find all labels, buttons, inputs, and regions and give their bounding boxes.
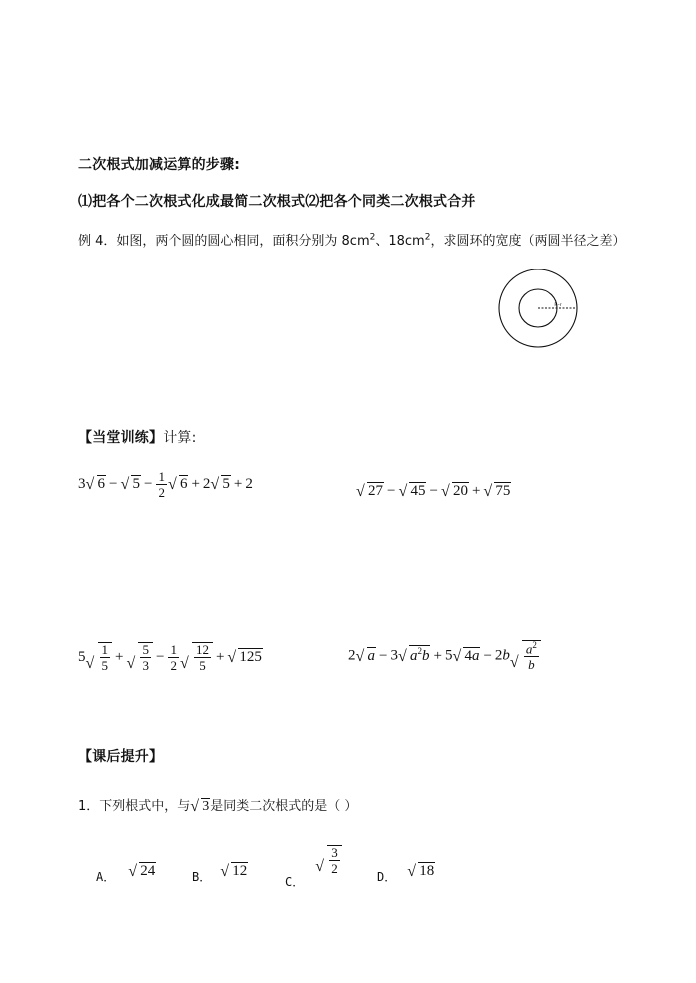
question-1 (78, 795, 357, 815)
q1-prefix: 1．下列根式中，与 (78, 799, 191, 814)
radical: √ 45 (399, 482, 426, 500)
expression-3: 5 √ $\frac{1}{5}$ + √ $\frac{5}{3}$ − $\frac{1}{2}$ √ $\frac{12}{5}$ +√ 125 (78, 642, 263, 672)
radical-fraction: √ $\frac{5}{3}$ (127, 642, 153, 672)
option-a-label: A． (96, 870, 116, 884)
expression-2: √ 27 −√ 45 −√ 20 +√ 75 (356, 482, 511, 500)
example-text-b: 、18cm (375, 234, 425, 249)
expression-4: 2√ a − 3√ $a^2b + 5√$ 4a − 2b √ $\frac{a^2}{b}$ (348, 640, 541, 671)
coef: 3 (78, 475, 86, 492)
exponent-1: 2 (369, 232, 376, 243)
option-a[interactable] (96, 863, 156, 886)
radical: √ 6 (87, 475, 107, 493)
option-b-label: B． (192, 870, 212, 884)
radical: √ 5 (211, 475, 231, 493)
figure-label: R–r (554, 303, 562, 308)
radical: √ 75 (484, 482, 511, 500)
example-text-c: ，求圆环的宽度（两圆半径之差） (430, 234, 626, 249)
radical: √ 5 (121, 475, 141, 493)
option-b[interactable] (192, 863, 248, 886)
exponent-2: 2 (424, 232, 431, 243)
example-text-a: 例 4．如图，两个圆的圆心相同，面积分别为 8cm (78, 234, 370, 249)
radical-fraction: √ $\frac{a^2}{b}$ (511, 640, 541, 671)
radical: √ $a^2b$ (399, 645, 431, 665)
radical: √ a (357, 647, 377, 665)
homework-heading: 【课后提升】 (78, 749, 164, 765)
radical: √ 20 (442, 482, 469, 500)
radical: √ 6 (169, 475, 189, 493)
radical-fraction: √ $\frac{3}{2}$ (316, 845, 342, 875)
radical: √ 24 (129, 862, 156, 880)
fraction: $\frac{1}{2}$ (170, 642, 177, 673)
section-heading: 二次根式加减运算的步骤: (78, 157, 240, 173)
example-4 (78, 230, 625, 249)
radical: √ 18 (408, 862, 435, 880)
practice-intro: 计算: (163, 430, 197, 446)
option-c[interactable] (285, 845, 342, 889)
steps-text: ⑴把各个二次根式化成最简二次根式⑵把各个同类二次根式合并 (78, 194, 476, 210)
q1-suffix: 是同类二次根式的是（ ） (210, 799, 358, 814)
practice-heading (78, 427, 197, 447)
radical: √ 12 (221, 862, 248, 880)
radical-fraction: √ $\frac{1}{5}$ (87, 642, 113, 672)
radical: √ 27 (357, 482, 384, 500)
option-c-label: C． (285, 874, 305, 889)
option-d-label: D． (377, 870, 397, 884)
radical-fraction: √ $\frac{12}{5}$ (181, 642, 213, 672)
radical: √ 4a (453, 647, 480, 665)
fraction: $\frac{1}{2}$ (158, 469, 165, 500)
expression-1: 3√ 6 −√ 5 − $\frac{1}{2}$ √ 6 + 2√ 5 + 2 (78, 470, 253, 499)
practice-title: 【当堂训练】 (78, 430, 164, 446)
concentric-circles-figure (496, 269, 580, 353)
radical: √ 125 (228, 648, 263, 666)
radical: √ 3 (191, 798, 210, 815)
option-d[interactable] (377, 863, 435, 886)
